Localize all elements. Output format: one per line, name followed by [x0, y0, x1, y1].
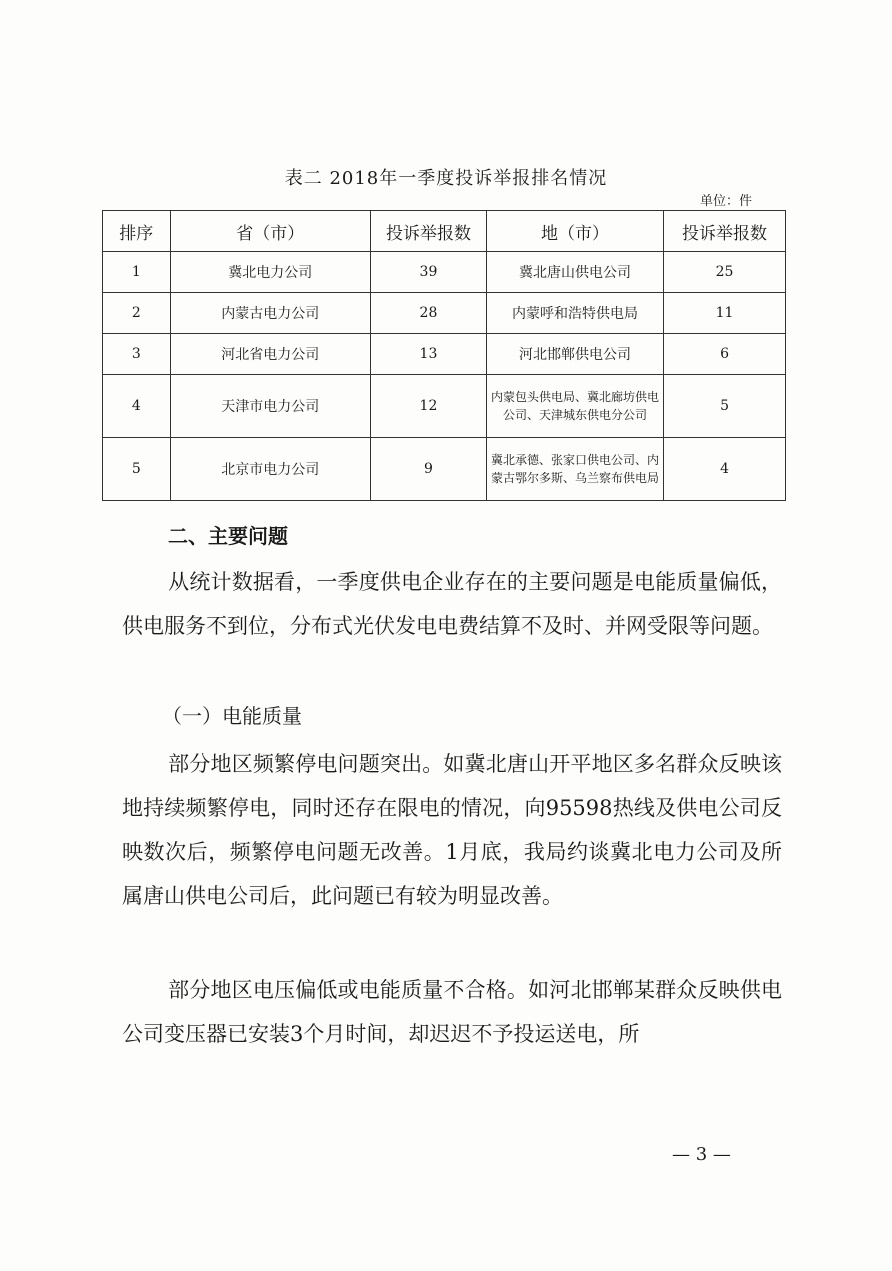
cell-province-count: 12: [370, 375, 486, 438]
cell-province: 天津市电力公司: [170, 375, 370, 438]
cell-city-count: 11: [664, 293, 786, 334]
table-row: [103, 375, 786, 438]
header-province-count: 投诉举报数: [370, 211, 486, 252]
paragraph-text: 部分地区电压偏低或电能质量不合格。如河北邯郸某群众反映供电公司变压器已安装3个月时间，却迟迟不予投运送电，所: [122, 978, 782, 1046]
table-title: 表二 2018年一季度投诉举报排名情况: [284, 168, 608, 189]
paragraph-text: 从统计数据看，一季度供电企业存在的主要问题是电能质量偏低，供电服务不到位，分布式光伏发电电费结算不及时、并网受限等问题。: [122, 570, 782, 638]
table-header-row: [103, 211, 786, 252]
header-city: 地（市）: [486, 211, 663, 252]
cell-city: 内蒙包头供电局、冀北廊坊供电公司、天津城东供电分公司: [486, 375, 663, 438]
table-row: [103, 334, 786, 375]
cell-city: 内蒙呼和浩特供电局: [486, 293, 663, 334]
header-rank: 排序: [103, 211, 171, 252]
paragraph-text: 部分地区频繁停电问题突出。如冀北唐山开平地区多名群众反映该地持续频繁停电，同时还存在限电的情况，向95598热线及供电公司反映数次后，频繁停电问题无改善。1月底，我局约谈冀北电力公司及所属唐山供电公司后，此问题已有较为明显改善。: [122, 752, 782, 908]
cell-rank: 3: [103, 334, 171, 375]
cell-rank: 4: [103, 375, 171, 438]
cell-province-count: 28: [370, 293, 486, 334]
cell-province-count: 39: [370, 252, 486, 293]
cell-province: 冀北电力公司: [170, 252, 370, 293]
ranking-table: [102, 210, 786, 501]
section-heading: 二、主要问题: [168, 524, 288, 548]
table-row: [103, 293, 786, 334]
cell-province-count: 13: [370, 334, 486, 375]
cell-city: 冀北承德、张家口供电公司、内蒙古鄂尔多斯、乌兰察布供电局: [486, 438, 663, 501]
cell-city-count: 25: [664, 252, 786, 293]
paragraph-voltage: [122, 968, 782, 1056]
cell-province: 北京市电力公司: [170, 438, 370, 501]
cell-city: 河北邯郸供电公司: [486, 334, 663, 375]
cell-city-count: 5: [664, 375, 786, 438]
table-row: [103, 252, 786, 293]
subheading-power-quality: （一）电能质量: [162, 704, 302, 728]
cell-rank: 2: [103, 293, 171, 334]
paragraph-outages: [122, 742, 782, 918]
cell-city: 冀北唐山供电公司: [486, 252, 663, 293]
table-row: [103, 438, 786, 501]
table-unit: 单位：件: [699, 194, 752, 209]
cell-province: 内蒙古电力公司: [170, 293, 370, 334]
paragraph-main-issues: [122, 560, 782, 648]
cell-city-count: 6: [664, 334, 786, 375]
cell-province: 河北省电力公司: [170, 334, 370, 375]
page-number: — 3 —: [672, 1144, 731, 1165]
cell-rank: 1: [103, 252, 171, 293]
header-city-count: 投诉举报数: [664, 211, 786, 252]
cell-city-count: 4: [664, 438, 786, 501]
cell-province-count: 9: [370, 438, 486, 501]
header-province: 省（市）: [170, 211, 370, 252]
cell-rank: 5: [103, 438, 171, 501]
